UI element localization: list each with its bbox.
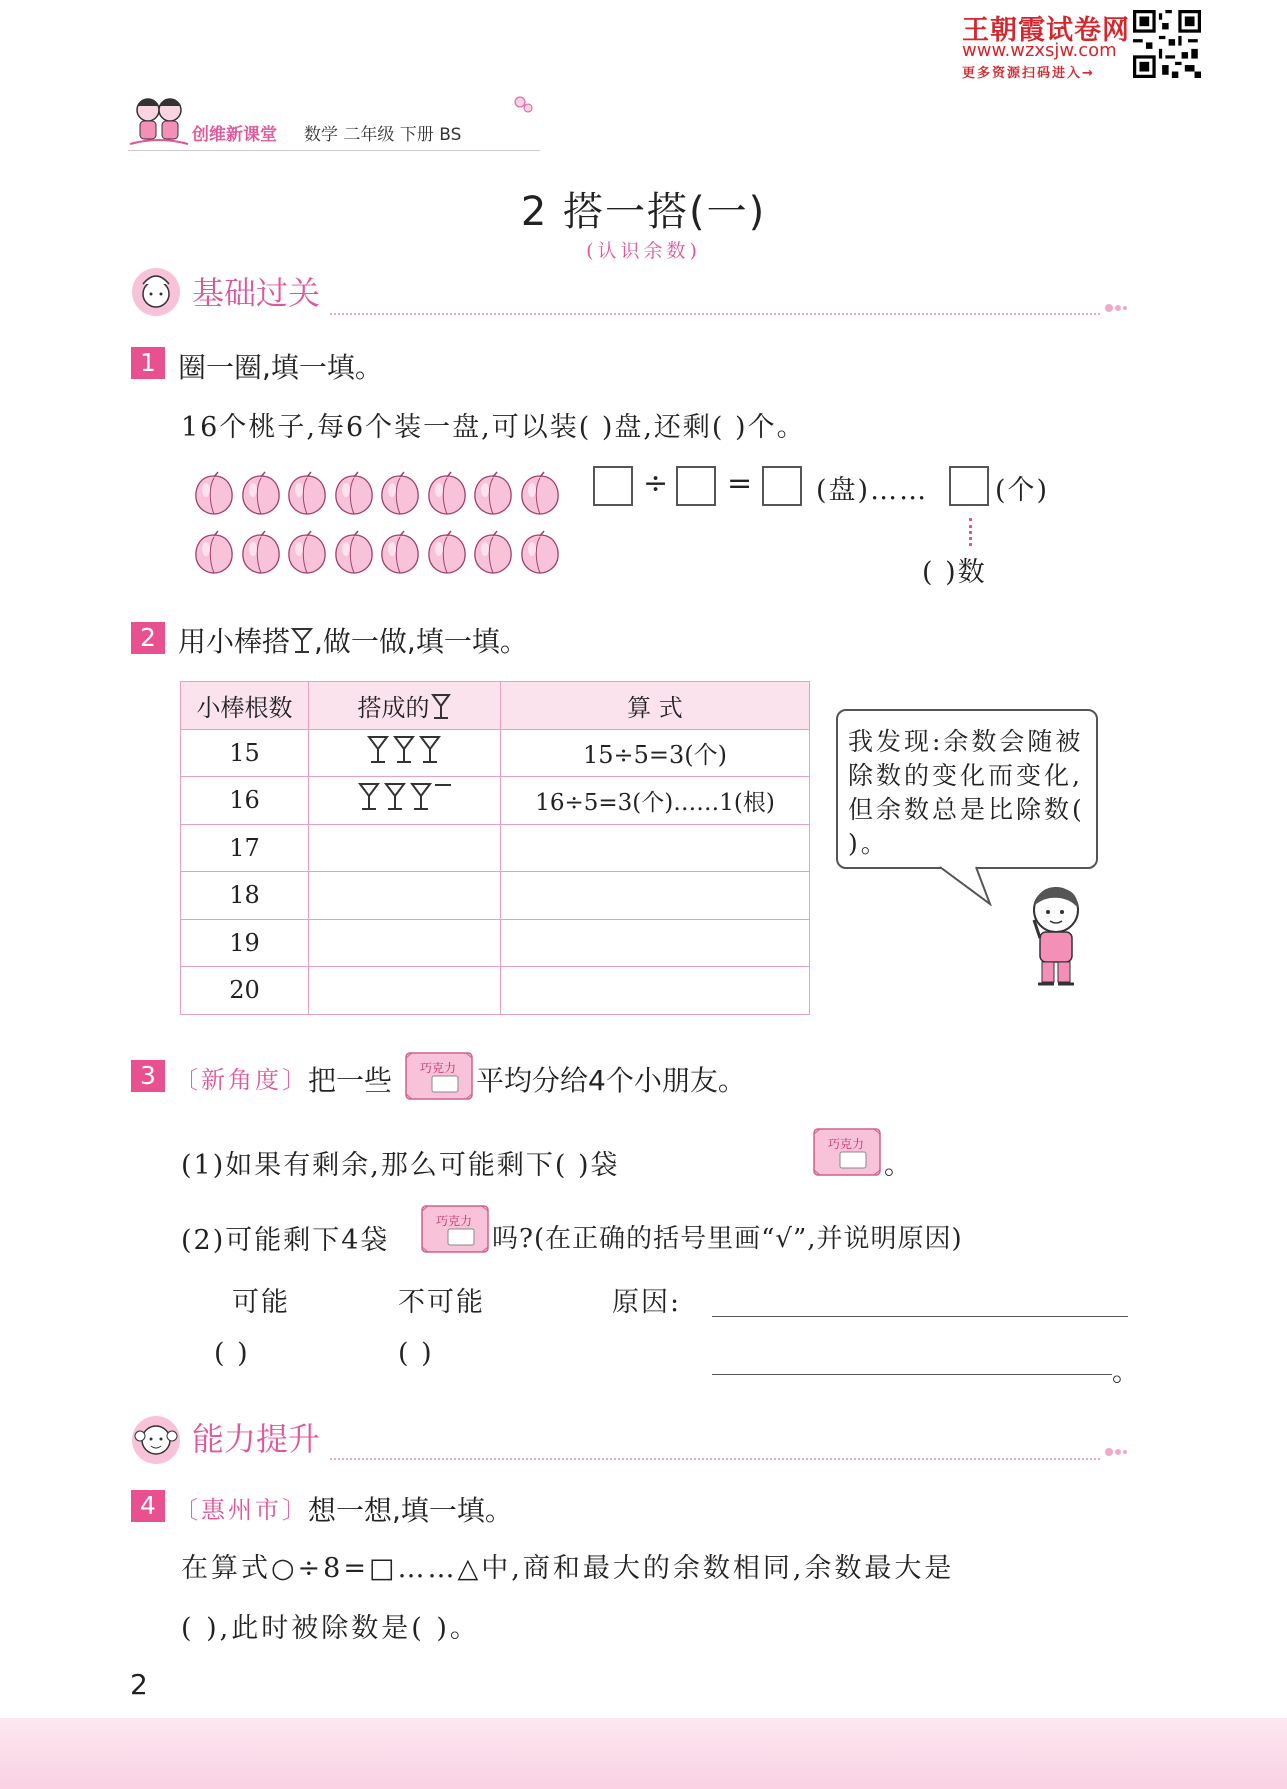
section-advanced-title: 能力提升 (192, 1420, 321, 1458)
question-4-title: 想一想,填一填。 (308, 1494, 513, 1527)
kids-mascot-icon (128, 88, 190, 150)
cell-count: 20 (181, 967, 309, 1015)
question-4-number: 4 (131, 1490, 165, 1522)
unit-plate: (盘)…… (816, 475, 929, 506)
header-formula: 算 式 (501, 682, 810, 730)
section-basic-title: 基础过关 (192, 274, 321, 312)
book-info: 数学 二年级 下册 BS (304, 125, 462, 145)
watermark-more: 更多资源扫码进入→ (962, 66, 1095, 81)
option-possible: 可能 (232, 1287, 290, 1318)
answer-box-remainder[interactable] (949, 466, 989, 506)
table-row (181, 967, 810, 1015)
section-basic-divider (330, 313, 1100, 315)
speech-bubble-tail (940, 866, 1000, 906)
lesson-title: 2 搭一搭(一) (520, 189, 767, 235)
dots-decoration-icon (1104, 1444, 1130, 1460)
question-4-line2: ( ),此时被除数是( )。 (181, 1613, 480, 1644)
peach-icon (518, 529, 562, 575)
chocolate-label: 巧克力 (420, 1061, 457, 1075)
glass-shape-icon (290, 626, 314, 656)
table-row (181, 729, 810, 777)
section-advanced-divider (330, 1458, 1100, 1460)
question-1-text: 16个桃子,每6个装一盘,可以装( )盘,还剩( )个。 (181, 412, 806, 443)
brand-name: 创维新课堂 (192, 125, 277, 145)
reason-label: 原因: (612, 1287, 682, 1318)
header-shapes-label: 搭成的 (357, 693, 430, 722)
cell-shapes-blank[interactable] (309, 919, 501, 967)
peach-icon (285, 470, 329, 516)
peach-icon (378, 529, 422, 575)
paren-impossible[interactable]: ( ) (398, 1338, 434, 1369)
footer-band (0, 1718, 1287, 1789)
boy-character-icon (1020, 880, 1094, 992)
peach-grid (192, 470, 564, 580)
equal-sign: = (727, 466, 755, 501)
peach-icon (378, 470, 422, 516)
chocolate-label: 巧克力 (828, 1137, 865, 1151)
watermark-site-name: 王朝霞试卷网 (962, 15, 1130, 46)
remainder-label: ( )数 (922, 557, 987, 588)
page-number: 2 (130, 1668, 148, 1701)
unit-ge: (个) (995, 475, 1050, 506)
division-sign: ÷ (643, 466, 671, 501)
peach-icon (192, 470, 236, 516)
peach-icon (518, 470, 562, 516)
peach-icon (285, 529, 329, 575)
cell-formula: 16÷5=3(个)……1(根) (501, 777, 810, 825)
question-3-part1: (1)如果有剩余,那么可能剩下( )袋 (181, 1150, 620, 1181)
speech-bubble: 我发现:余数会随被除数的变化而变化,但余数总是比除数( )。 (836, 709, 1098, 869)
reason-line-1[interactable] (712, 1316, 1128, 1317)
peach-icon (192, 529, 236, 575)
lesson-subtitle: (认识余数) (586, 240, 701, 262)
cell-formula-blank[interactable] (501, 919, 810, 967)
qr-code-icon[interactable] (1133, 10, 1201, 78)
question-4-tag: 〔惠州市〕 (174, 1496, 309, 1524)
flower-icon (512, 94, 536, 116)
cell-formula-blank[interactable] (501, 967, 810, 1015)
table-row (181, 872, 810, 920)
peach-icon (239, 470, 283, 516)
peach-icon (471, 470, 515, 516)
glass-shape-icon (430, 692, 452, 722)
question-3-number: 3 (131, 1060, 165, 1092)
question-2-title-head: 用小棒搭 (178, 625, 291, 658)
peach-icon (471, 529, 515, 575)
cell-formula-blank[interactable] (501, 872, 810, 920)
reason-end: 。 (1112, 1357, 1141, 1388)
question-3-part2-b: 吗?(在正确的括号里画“√”,并说明原因) (492, 1224, 963, 1254)
cell-count: 18 (181, 872, 309, 920)
cell-shapes-blank[interactable] (309, 872, 501, 920)
cell-count: 16 (181, 777, 309, 825)
chocolate-bag-icon (404, 1050, 474, 1102)
cell-shapes-blank[interactable] (309, 824, 501, 872)
watermark-url[interactable]: www.wzxsjw.com (962, 40, 1117, 61)
header-stick-count: 小棒根数 (181, 682, 309, 730)
question-1-title: 圈一圈,填一填。 (178, 351, 383, 384)
dots-decoration-icon (1104, 300, 1130, 316)
answer-box-dividend[interactable] (593, 466, 633, 506)
question-1-number: 1 (131, 347, 165, 379)
monkey-mascot-icon (128, 1410, 184, 1466)
peach-icon (332, 470, 376, 516)
peach-icon (425, 529, 469, 575)
peach-icon (425, 470, 469, 516)
header-divider (128, 150, 540, 151)
option-impossible: 不可能 (398, 1287, 485, 1318)
reason-line-2[interactable] (712, 1374, 1112, 1375)
peach-icon (239, 529, 283, 575)
cell-formula-blank[interactable] (501, 824, 810, 872)
question-3-tag: 〔新角度〕 (174, 1066, 309, 1094)
table-row (181, 824, 810, 872)
answer-box-divisor[interactable] (676, 466, 716, 506)
chocolate-bag-icon (812, 1126, 882, 1178)
question-2-title-tail: ,做一做,填一填。 (314, 625, 528, 658)
paren-possible[interactable]: ( ) (214, 1338, 250, 1369)
table-row (181, 777, 810, 825)
question-3-part1-end: 。 (884, 1150, 913, 1181)
question-4-line1: 在算式○÷8=□……△中,商和最大的余数相同,余数最大是 (181, 1553, 955, 1584)
header-shapes (309, 682, 501, 730)
cell-shapes (309, 777, 501, 825)
cell-formula: 15÷5=3(个) (501, 729, 810, 777)
cell-count: 15 (181, 729, 309, 777)
table-header-row (181, 682, 810, 730)
question-2-title (178, 620, 528, 660)
remainder-pointer (969, 518, 972, 546)
cell-count: 19 (181, 919, 309, 967)
question-3-title-a: 把一些 (308, 1064, 393, 1097)
cell-shapes (309, 729, 501, 777)
chocolate-label: 巧克力 (436, 1214, 473, 1228)
chef-girl-icon (128, 262, 184, 318)
three-glasses-plus-stick-icon (357, 781, 453, 813)
answer-box-quotient[interactable] (762, 466, 802, 506)
cell-count: 17 (181, 824, 309, 872)
peach-icon (332, 529, 376, 575)
question-3-part2-a: (2)可能剩下4袋 (181, 1225, 390, 1256)
sticks-table (180, 681, 810, 1015)
question-3-title-b: 平均分给4个小朋友。 (476, 1064, 746, 1097)
question-2-number: 2 (131, 622, 165, 654)
three-glasses-icon (366, 734, 444, 766)
chocolate-bag-icon (420, 1203, 490, 1255)
table-row (181, 919, 810, 967)
cell-shapes-blank[interactable] (309, 967, 501, 1015)
